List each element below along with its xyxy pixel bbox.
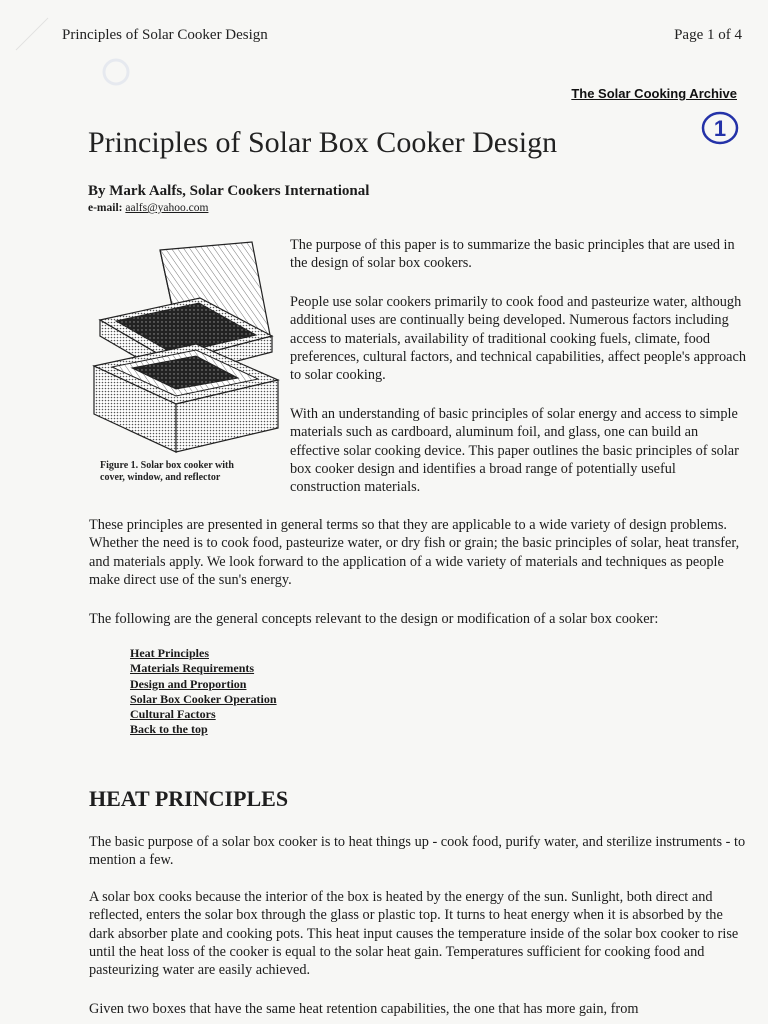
- scan-corner-mark: [14, 14, 50, 54]
- table-of-contents: [130, 646, 277, 738]
- heat-paragraph-2: A solar box cooks because the interior of the box is heated by the energy of the sun. Sunlight, both direct and reflected, enters the solar box through the glass or plastic top. It turns to heat energy when it is absorbed by the dark absorber plate and cooking pots. This heat input causes the temperature inside of the solar box cooker to rise until the heat loss of the cooker is equal to the solar heat gain. Temperatures sufficient for cooking food and pasteurizing water are easily achieved.: [89, 889, 739, 979]
- toc-link-materials-requirements[interactable]: Materials Requirements: [130, 661, 255, 676]
- email-link[interactable]: aalfs@yahoo.com: [125, 202, 209, 214]
- toc-link-cultural-factors[interactable]: Cultural Factors: [130, 707, 216, 722]
- toc-link-solar-box-cooker-operation[interactable]: Solar Box Cooker Operation: [130, 691, 277, 706]
- heat-paragraph-3: Given two boxes that have the same heat retention capabilities, the one that has more gain, from: [89, 1001, 639, 1017]
- toc-link-heat-principles[interactable]: Heat Principles: [130, 646, 209, 660]
- author-email: [88, 202, 208, 214]
- scan-mark: [96, 52, 136, 92]
- intro-paragraph-1: The purpose of this paper is to summarize the basic principles that are used in the design of solar box cookers.: [290, 237, 735, 272]
- intro-paragraph-2: People use solar cookers primarily to cook food and pasteurize water, although additional uses are continually being developed. Numerous factors including access to materials, availability of traditional cooking fuels, climate, food preferences, cultural factors, and technical capabilities, affect people's approach to solar cooking.: [290, 294, 747, 384]
- author-byline: By Mark Aalfs, Solar Cookers International: [88, 183, 370, 199]
- page-number: Page 1 of 4: [674, 27, 742, 43]
- email-label: e-mail:: [88, 202, 123, 214]
- intro-paragraph-3: With an understanding of basic principles of solar energy and access to simple materials such as cardboard, aluminum foil, and glass, one can build an effective solar cooking device. This paper outlines the basic principles of solar box cooker design and identifies a broad range of potentially useful construction materials.: [290, 406, 739, 496]
- solar-box-cooker-figure: [92, 240, 282, 455]
- header-title: Principles of Solar Cooker Design: [62, 27, 268, 43]
- page-mark-text: 1: [713, 116, 727, 141]
- toc-link-back-to-top[interactable]: Back to the top: [130, 722, 208, 737]
- document-title: Principles of Solar Box Cooker Design: [88, 126, 558, 159]
- caption-line-2: cover, window, and reflector: [100, 472, 221, 483]
- intro-paragraph-5: The following are the general concepts relevant to the design or modification of a solar box cooker:: [89, 611, 659, 627]
- caption-line-1: Figure 1. Solar box cooker with: [100, 460, 234, 471]
- archive-link[interactable]: The Solar Cooking Archive: [571, 86, 737, 101]
- toc-link-design-and-proportion[interactable]: Design and Proportion: [130, 676, 247, 691]
- handwritten-page-mark: [700, 110, 740, 146]
- figure-caption: [100, 460, 280, 484]
- section-heading-heat-principles: HEAT PRINCIPLES: [89, 786, 289, 811]
- heat-paragraph-1: The basic purpose of a solar box cooker is to heat things up - cook food, purify water, and sterilize instruments - to mention a few.: [89, 834, 746, 869]
- intro-paragraph-4: These principles are presented in general terms so that they are applicable to a wide variety of design problems. Whether the need is to cook food, pasteurize water, or dry fish or grain; the basic principles of solar, heat transfer, and materials apply. We look forward to the application of a wide variety of materials and techniques as people make direct use of the sun's energy.: [89, 517, 740, 588]
